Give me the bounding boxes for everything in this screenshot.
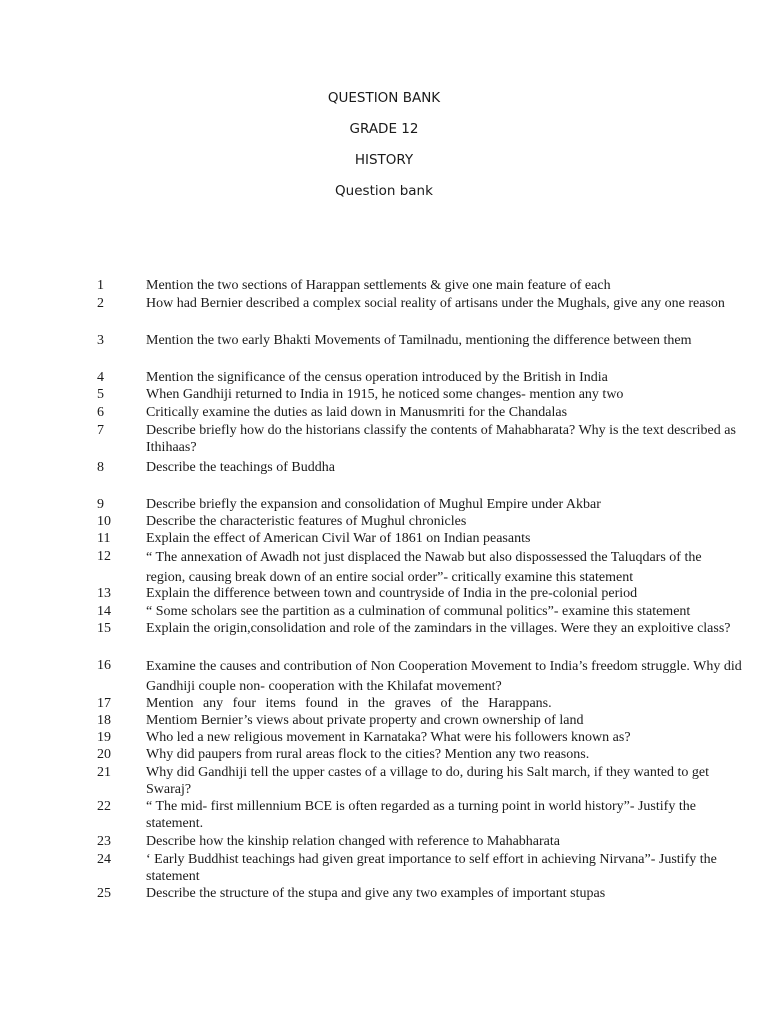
question-number: 12	[97, 549, 111, 564]
question-text: Describe the characteristic features of Mughul chronicles	[146, 514, 467, 529]
question-text: How had Bernier described a complex social reality of artisans under the Mughals, give any one reason	[146, 296, 725, 311]
question-number: 23	[97, 834, 111, 849]
question-number: 9	[97, 497, 104, 512]
question-number: 8	[97, 460, 104, 475]
question-text: Mention the significance of the census operation introduced by the British in India	[146, 370, 608, 385]
question-text: Who led a new religious movement in Karnataka? What were his followers known as?	[146, 730, 631, 745]
question-text: Critically examine the duties as laid down in Manusmriti for the Chandalas	[146, 405, 568, 420]
header-subtitle: Question bank	[335, 183, 433, 199]
question-number: 11	[97, 531, 111, 546]
question-number: 20	[97, 747, 111, 762]
question-text: Mention the two early Bhakti Movements of Tamilnadu, mentioning the difference between them	[146, 333, 692, 348]
question-number: 4	[97, 370, 104, 385]
question-text: “ Some scholars see the partition as a culmination of communal politics”- examine this statement	[146, 604, 691, 619]
question-text: Mention any four items found in the graves of the Harappans.	[146, 696, 552, 711]
question-text: Why did Gandhiji tell the upper castes of a village to do, during his Salt march, if they wanted to get Swaraj?	[146, 765, 709, 797]
question-text: Describe how the kinship relation changed with reference to Mahabharata	[146, 834, 560, 849]
header-title: QUESTION BANK	[327, 90, 441, 106]
question-text: Explain the effect of American Civil War of 1861 on Indian peasants	[146, 531, 531, 546]
question-number: 5	[97, 387, 104, 402]
question-number: 15	[97, 621, 111, 636]
question-text: Mention the two sections of Harappan settlements & give one main feature of each	[146, 278, 611, 293]
question-number: 17	[97, 696, 111, 711]
question-text: ‘ Early Buddhist teachings had given great importance to self effort in achieving Nirvana”- Justify the statement	[146, 852, 717, 884]
question-number: 22	[97, 799, 111, 814]
question-number: 14	[97, 604, 111, 619]
question-text: Describe the teachings of Buddha	[146, 460, 335, 475]
question-text: Describe the structure of the stupa and give any two examples of important stupas	[146, 886, 606, 901]
question-text: Why did paupers from rural areas flock to the cities? Mention any two reasons.	[146, 747, 590, 762]
question-number: 7	[97, 423, 104, 438]
question-number: 19	[97, 730, 111, 745]
question-text: Explain the difference between town and countryside of India in the pre-colonial period	[146, 586, 638, 601]
question-number: 21	[97, 765, 111, 780]
question-number: 25	[97, 886, 111, 901]
header-subject: HISTORY	[354, 152, 414, 168]
question-number: 3	[97, 333, 104, 348]
question-text: Explain the origin,consolidation and role of the zamindars in the villages. Were they an exploitive class?	[146, 621, 731, 636]
question-text: Examine the causes and contribution of Non Cooperation Movement to India’s freedom struggle. Why did Gandhiji couple non- cooperation with the Khilafat movement?	[146, 659, 742, 694]
question-number: 18	[97, 713, 111, 728]
question-number: 10	[97, 514, 111, 529]
question-number: 6	[97, 405, 104, 420]
question-text: “ The annexation of Awadh not just displaced the Nawab but also dispossessed the Taluqdars of the region, causing break down of an entire social order”- critically examine this statement	[146, 550, 702, 585]
question-number: 2	[97, 296, 104, 311]
question-number: 16	[97, 658, 111, 673]
question-text: Mentiom Bernier’s views about private property and crown ownership of land	[146, 713, 584, 728]
question-text: When Gandhiji returned to India in 1915, he noticed some changes- mention any two	[146, 387, 624, 402]
question-text: Describe briefly the expansion and consolidation of Mughul Empire under Akbar	[146, 497, 601, 512]
question-number: 24	[97, 852, 111, 867]
question-text: “ The mid- first millennium BCE is often regarded as a turning point in world history”- Justify the statement.	[146, 799, 696, 831]
question-text: Describe briefly how do the historians classify the contents of Mahabharata? Why is the text described as Ithihaas?	[146, 423, 736, 455]
question-number: 1	[97, 278, 104, 293]
question-number: 13	[97, 586, 111, 601]
header-grade: GRADE 12	[349, 121, 419, 137]
